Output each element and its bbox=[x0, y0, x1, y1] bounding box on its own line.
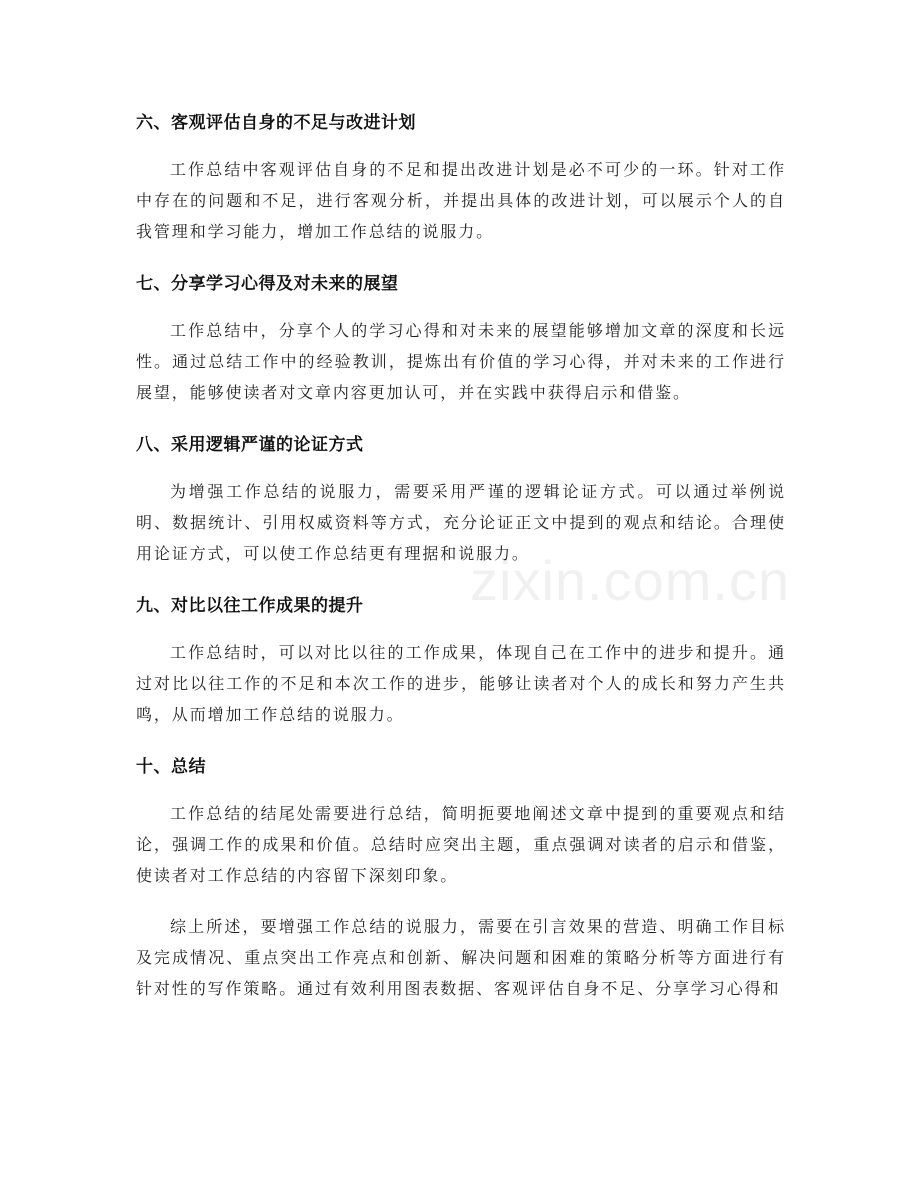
paragraph: 工作总结中，分享个人的学习心得和对未来的展望能够增加文章的深度和长远性。通过总结工作中的经验教训，提炼出有价值的学习心得，并对未来的工作进行展望，能够使读者对文章内容更加认可，并在实践中获得启示和借鉴。 bbox=[136, 321, 786, 402]
section-title: 九、对比以往工作成果的提升 bbox=[136, 596, 364, 616]
section-8 bbox=[136, 428, 786, 569]
section-9 bbox=[136, 589, 786, 730]
paragraph: 工作总结的结尾处需要进行总结，简明扼要地阐述文章中提到的重要观点和结论，强调工作的成果和价值。总结时应突出主题，重点强调对读者的启示和借鉴，使读者对工作总结的内容留下深刻印象。 bbox=[136, 804, 786, 885]
section-7 bbox=[136, 267, 786, 408]
watermark: zixin.com.cn bbox=[470, 549, 791, 612]
paragraph: 工作总结时，可以对比以往的工作成果，体现自己在工作中的进步和提升。通过对比以往工作的不足和本次工作的进步，能够让读者对个人的成长和努力产生共鸣，从而增加工作总结的说服力。 bbox=[136, 643, 786, 724]
section-title: 七、分享学习心得及对未来的展望 bbox=[136, 274, 399, 294]
section-6 bbox=[136, 106, 786, 247]
paragraph: 综上所述，要增强工作总结的说服力，需要在引言效果的营造、明确工作目标及完成情况、重点突出工作亮点和创新、解决问题和困难的策略分析等方面进行有针对性的写作策略。通过有效利用图表数据、客观评估自身不足、分享学习心得和 bbox=[136, 917, 786, 998]
section-10 bbox=[136, 750, 786, 1004]
section-title: 八、采用逻辑严谨的论证方式 bbox=[136, 435, 364, 455]
paragraph: 工作总结中客观评估自身的不足和提出改进计划是必不可少的一环。针对工作中存在的问题和不足，进行客观分析，并提出具体的改进计划，可以展示个人的自我管理和学习能力，增加工作总结的说服力。 bbox=[136, 160, 786, 241]
section-title: 六、客观评估自身的不足与改进计划 bbox=[136, 113, 416, 133]
document-body bbox=[136, 106, 786, 1024]
paragraph: 为增强工作总结的说服力，需要采用严谨的逻辑论证方式。可以通过举例说明、数据统计、引用权威资料等方式，充分论证正文中提到的观点和结论。合理使用论证方式，可以使工作总结更有理据和说服力。 bbox=[136, 482, 786, 563]
section-title: 十、总结 bbox=[136, 757, 206, 777]
